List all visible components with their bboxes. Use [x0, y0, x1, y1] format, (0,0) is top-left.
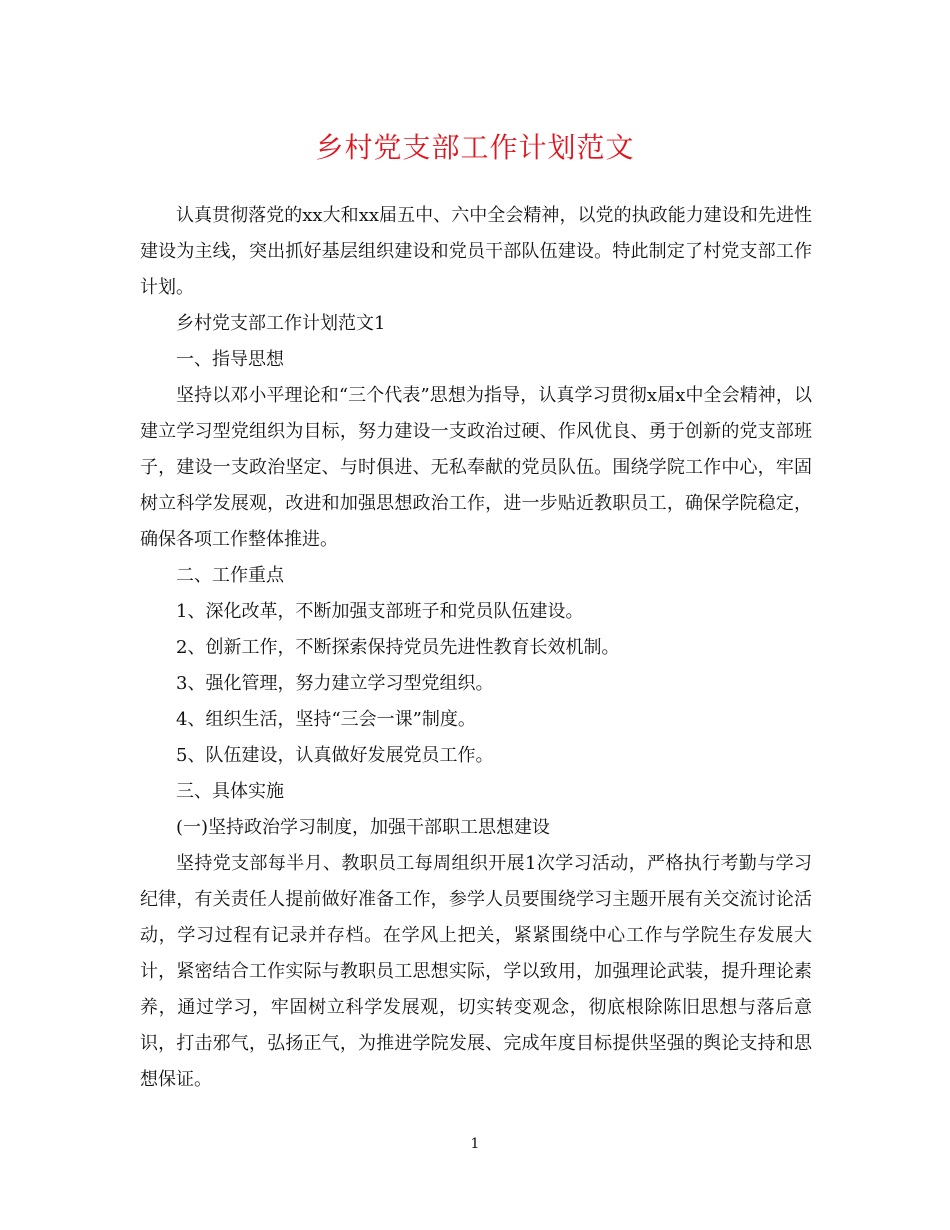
intro-paragraph: 认真贯彻落党的xx大和xx届五中、六中全会精神，以党的执政能力建设和先进性建设为主线，突出抓好基层组织建设和党员干部队伍建设。特此制定了村党支部工作计划。: [140, 205, 812, 298]
section-heading-work-focus: 二、工作重点: [176, 565, 284, 586]
work-focus-item-5: 5、队伍建设，认真做好发展党员工作。: [176, 745, 494, 766]
section-heading-plan-1: 乡村党支部工作计划范文1: [176, 313, 386, 334]
work-focus-item-3: 3、强化管理，努力建立学习型党组织。: [176, 673, 494, 694]
work-focus-item-1: 1、深化改革，不断加强支部班子和党员队伍建设。: [176, 601, 584, 622]
work-focus-item-2: 2、创新工作，不断探索保持党员先进性教育长效机制。: [176, 637, 620, 658]
subsection-heading-political-study: (一)坚持政治学习制度，加强干部职工思想建设: [176, 817, 551, 838]
guiding-thought-paragraph: 坚持以邓小平理论和“三个代表”思想为指导，认真学习贯彻x届x中全会精神，以建立学习型党组织为目标，努力建设一支政治过硬、作风优良、勇于创新的党支部班子，建设一支政治坚定、与时俱进、无私奉献的党员队伍。围绕学院工作中心，牢固树立科学发展观，改进和加强思想政治工作，进一步贴近教职员工，确保学院稳定，确保各项工作整体推进。: [140, 385, 812, 550]
document-title: 乡村党支部工作计划范文: [315, 131, 635, 164]
section-heading-guiding-thought: 一、指导思想: [176, 349, 284, 370]
work-focus-item-4: 4、组织生活，坚持“三会一课”制度。: [176, 709, 476, 730]
political-study-paragraph: 坚持党支部每半月、教职员工每周组织开展1次学习活动，严格执行考勤与学习纪律，有关责任人提前做好准备工作，参学人员要围绕学习主题开展有关交流讨论活动，学习过程有记录并存档。在学风上把关，紧紧围绕中心工作与学院生存发展大计，紧密结合工作实际与教职员工思想实际，学以致用，加强理论武装，提升理论素养，通过学习，牢固树立科学发展观，切实转变观念，彻底根除陈旧思想与落后意识，打击邪气，弘扬正气，为推进学院发展、完成年度目标提供坚强的舆论支持和思想保证。: [140, 853, 812, 1090]
page-number: 1: [470, 1136, 480, 1152]
section-heading-implementation: 三、具体实施: [176, 781, 284, 802]
document-body: [140, 198, 812, 1098]
